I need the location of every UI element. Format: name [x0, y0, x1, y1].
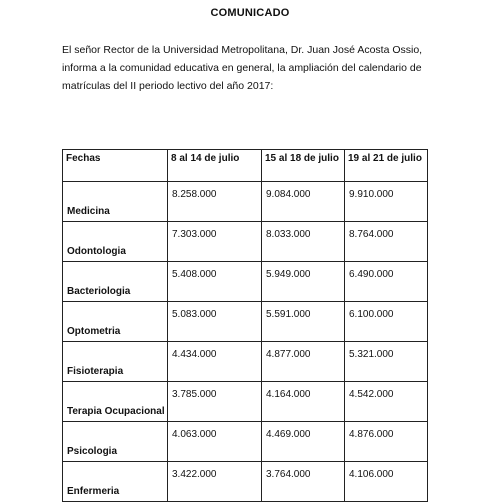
price-cell: 7.303.000: [168, 222, 262, 262]
price-cell: 4.542.000: [345, 382, 428, 422]
price-cell: 4.164.000: [262, 382, 345, 422]
table-row: [63, 382, 428, 422]
price-cell: 4.876.000: [345, 422, 428, 462]
table-header-row: [63, 150, 428, 182]
intro-paragraph: El señor Rector de la Universidad Metropolitana, Dr. Juan José Acosta Ossio, informa a la comunidad educativa en general, la ampliación del calendario de matrículas del II periodo lectivo del año 2017:: [62, 44, 423, 92]
price-cell: 3.764.000: [262, 462, 345, 502]
program-name: Fisioterapia: [63, 342, 168, 382]
header-period-1: 8 al 14 de julio: [168, 150, 262, 182]
program-name: Bacteriologia: [63, 262, 168, 302]
table-row: [63, 182, 428, 222]
price-cell: 3.422.000: [168, 462, 262, 502]
price-cell: 3.785.000: [168, 382, 262, 422]
program-name: Odontologia: [63, 222, 168, 262]
price-cell: 8.258.000: [168, 182, 262, 222]
price-cell: 9.084.000: [262, 182, 345, 222]
price-cell: 6.100.000: [345, 302, 428, 342]
price-cell: 5.949.000: [262, 262, 345, 302]
table-row: [63, 222, 428, 262]
header-period-3: 19 al 21 de julio: [345, 150, 428, 182]
price-cell: 4.469.000: [262, 422, 345, 462]
program-name: Enfermeria: [63, 462, 168, 502]
price-cell: 6.490.000: [345, 262, 428, 302]
document-title: COMUNICADO: [210, 7, 290, 19]
price-cell: 8.033.000: [262, 222, 345, 262]
program-name: Optometria: [63, 302, 168, 342]
price-cell: 5.408.000: [168, 262, 262, 302]
price-cell: 8.764.000: [345, 222, 428, 262]
header-fechas: Fechas: [63, 150, 168, 182]
table-row: [63, 422, 428, 462]
price-cell: 4.877.000: [262, 342, 345, 382]
price-cell: 4.106.000: [345, 462, 428, 502]
program-name: Medicina: [63, 182, 168, 222]
table-row: [63, 342, 428, 382]
price-cell: 5.321.000: [345, 342, 428, 382]
price-cell: 5.591.000: [262, 302, 345, 342]
table-row: [63, 462, 428, 502]
header-period-2: 15 al 18 de julio: [262, 150, 345, 182]
program-name: Psicologia: [63, 422, 168, 462]
table-row: [63, 262, 428, 302]
price-cell: 5.083.000: [168, 302, 262, 342]
tuition-table-container: [62, 149, 428, 502]
tuition-table: [62, 149, 428, 502]
price-cell: 4.434.000: [168, 342, 262, 382]
program-name: Terapia Ocupacional: [63, 382, 168, 422]
price-cell: 9.910.000: [345, 182, 428, 222]
price-cell: 4.063.000: [168, 422, 262, 462]
table-row: [63, 302, 428, 342]
